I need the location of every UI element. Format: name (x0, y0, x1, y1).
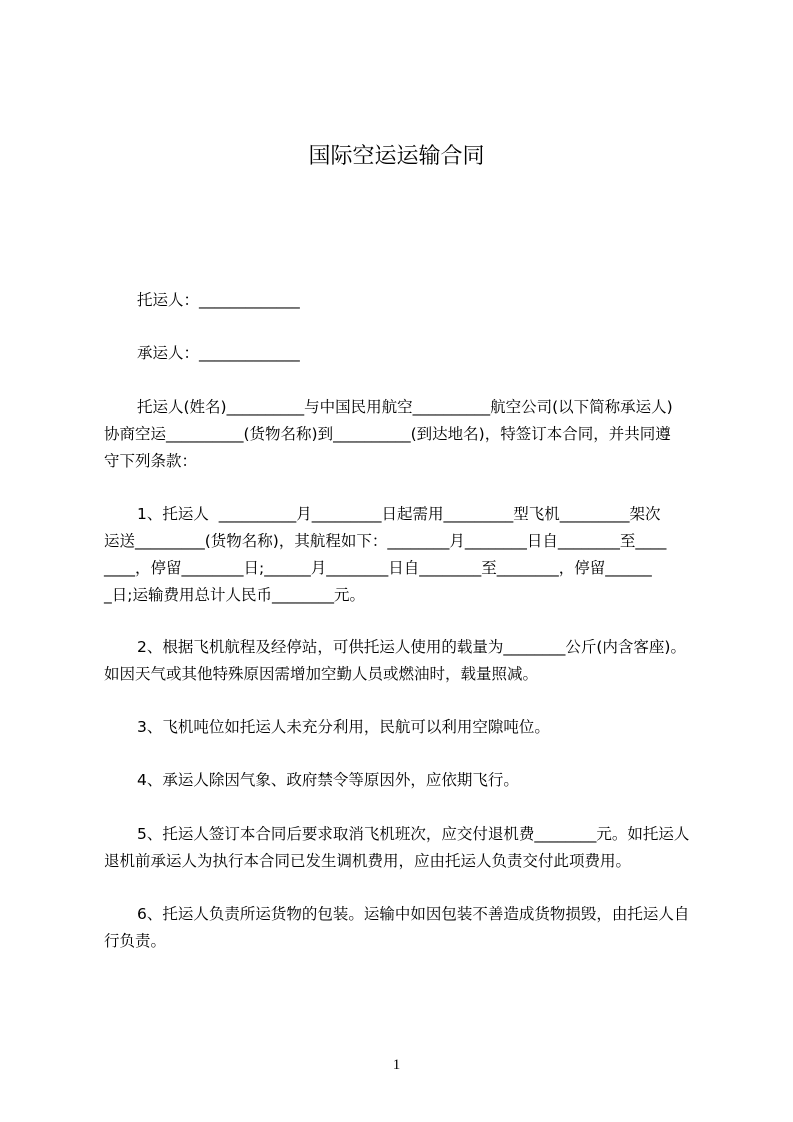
clause-line: 2、根据飞机航程及经停站，可供托运人使用的载量为________公斤(内含客座)。 (137, 638, 686, 656)
clause-line: 1、托运人 __________月_________日起需用_________型飞机_________架次 (137, 505, 661, 523)
intro-line: 协商空运__________(货物名称)到__________(到达地名)，特签订本合同，并共同遵 (104, 425, 671, 443)
intro-line: 托运人(姓名)__________与中国民用航空__________航空公司(以下简称承运人) (137, 398, 673, 416)
clause-line: ____，停留________日;______月________日自________至________，停留______ (104, 559, 652, 577)
shipper-field: 托运人：_____________ (137, 291, 300, 309)
clause-line: 如因天气或其他特殊原因需增加空勤人员或燃油时，载量照减。 (104, 665, 539, 683)
carrier-field: 承运人：_____________ (137, 344, 300, 362)
clause-line: _日;运输费用总计人民币________元。 (104, 586, 365, 604)
clause-line: 行负责。 (104, 932, 167, 950)
clause-line: 退机前承运人为执行本合同已发生调机费用，应由托运人负责交付此项费用。 (104, 852, 632, 870)
clause-line: 6、托运人负责所运货物的包装。运输中如因包装不善造成货物损毁，由托运人自 (137, 905, 690, 923)
clause-line: 4、承运人除因气象、政府禁令等原因外，应依期飞行。 (137, 771, 519, 789)
document-title: 国际空运运输合同 (308, 144, 485, 169)
intro-line: 守下列条款： (104, 452, 198, 470)
clause-line: 运送_________(货物名称)，其航程如下：________月________日自________至____ (104, 532, 667, 550)
page-number: 1 (392, 1057, 401, 1073)
clause-line: 5、托运人签订本合同后要求取消飞机班次，应交付退机费________元。如托运人 (137, 825, 690, 843)
clause-line: 3、飞机吨位如托运人未充分利用，民航可以利用空隙吨位。 (137, 718, 550, 736)
